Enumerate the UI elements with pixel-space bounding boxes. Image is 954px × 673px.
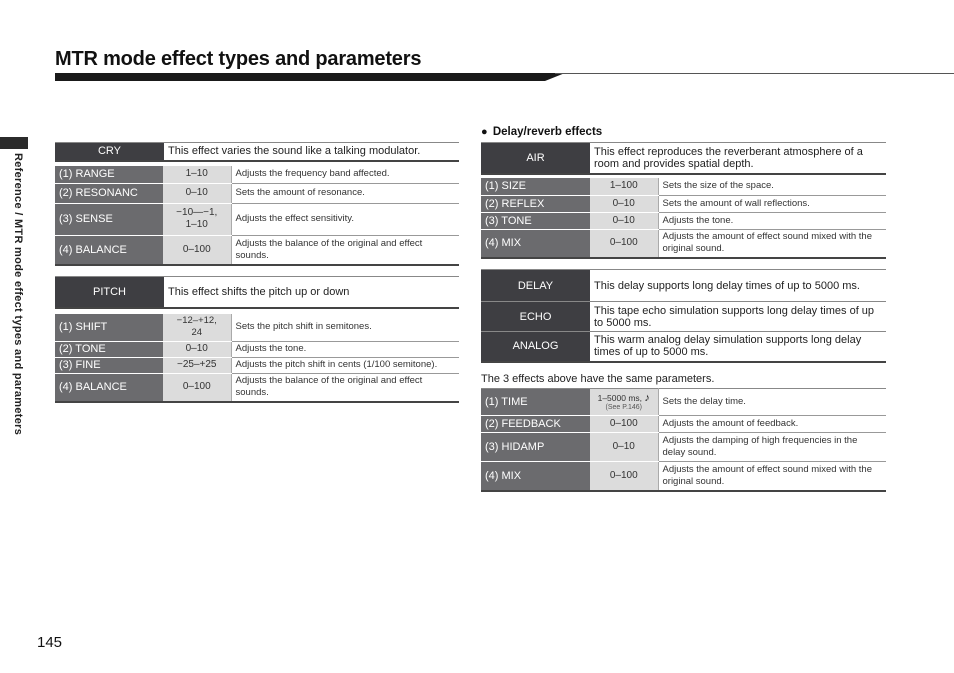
param-row <box>481 389 886 416</box>
param-description: Adjusts the amount of effect sound mixed with the original sound. <box>658 229 886 258</box>
param-description: Sets the size of the space. <box>658 178 886 195</box>
param-range: 0–100 <box>590 416 658 433</box>
param-range: 0–10 <box>163 341 231 357</box>
param-description: Adjusts the balance of the original and effect sounds. <box>231 235 459 265</box>
title-bar <box>55 73 954 81</box>
effect-description: This effect varies the sound like a talking modulator. <box>164 143 459 161</box>
param-name: (2) RESONANC <box>55 183 163 203</box>
side-tab <box>0 137 28 149</box>
effect-name: ANALOG <box>481 332 590 362</box>
param-range: 0–10 <box>590 195 658 212</box>
param-name: (1) SHIFT <box>55 314 163 341</box>
param-description: Adjusts the tone. <box>231 341 459 357</box>
param-row <box>481 462 886 491</box>
param-name: (2) REFLEX <box>481 195 590 212</box>
param-name: (4) BALANCE <box>55 373 163 402</box>
section-heading <box>481 126 602 138</box>
param-description: Sets the pitch shift in semitones. <box>231 314 459 341</box>
param-row <box>481 178 886 195</box>
param-name: (3) TONE <box>481 212 590 229</box>
effect-name: PITCH <box>55 277 164 308</box>
effect-description: This warm analog delay simulation supports long delay times of up to 5000 ms. <box>590 332 886 362</box>
delay-params-table <box>481 388 886 492</box>
param-row <box>55 183 459 203</box>
pitch-params-table <box>55 314 459 403</box>
param-range: 1–10 <box>163 166 231 183</box>
side-label: Reference / MTR mode effect types and parameters <box>12 153 24 436</box>
param-name: (1) RANGE <box>55 166 163 183</box>
param-row <box>55 357 459 373</box>
param-range: 0–100 <box>590 462 658 491</box>
param-row <box>481 433 886 462</box>
param-description: Adjusts the pitch shift in cents (1/100 semitone). <box>231 357 459 373</box>
page-number: 145 <box>37 634 63 651</box>
effect-description: This delay supports long delay times of up to 5000 ms. <box>590 270 886 302</box>
effect-name: AIR <box>481 143 590 174</box>
param-row <box>481 229 886 258</box>
param-range: 0–10 <box>590 433 658 462</box>
param-name: (3) SENSE <box>55 203 163 235</box>
range-note: (See P.146) <box>605 403 642 411</box>
effect-row <box>481 302 886 332</box>
param-row <box>55 314 459 341</box>
param-row <box>481 416 886 433</box>
air-params-table <box>481 178 886 259</box>
param-description: Adjusts the damping of high frequencies in the delay sound. <box>658 433 886 462</box>
cry-header-table <box>55 142 459 162</box>
param-row <box>55 166 459 183</box>
page-title: MTR mode effect types and parameters <box>55 48 422 70</box>
param-range: 0–10 <box>163 183 231 203</box>
cry-params-table <box>55 166 459 266</box>
param-description: Sets the delay time. <box>658 389 886 416</box>
effect-name: CRY <box>55 143 164 161</box>
effect-name: ECHO <box>481 302 590 332</box>
effect-name: DELAY <box>481 270 590 302</box>
param-range: 0–100 <box>163 373 231 402</box>
param-description: Sets the amount of wall reflections. <box>658 195 886 212</box>
section-heading-text: Delay/reverb effects <box>492 126 603 138</box>
param-name: (4) BALANCE <box>55 235 163 265</box>
effect-row <box>481 332 886 362</box>
param-name: (3) HIDAMP <box>481 433 590 462</box>
param-range: 0–100 <box>590 229 658 258</box>
param-description: Adjusts the amount of feedback. <box>658 416 886 433</box>
param-range: −10—−1, 1–10 <box>163 203 231 235</box>
effect-description: This effect shifts the pitch up or down <box>164 277 459 308</box>
param-range: 0–100 <box>163 235 231 265</box>
param-range <box>590 389 658 416</box>
param-name: (1) SIZE <box>481 178 590 195</box>
param-name: (1) TIME <box>481 389 590 416</box>
param-name: (2) TONE <box>55 341 163 357</box>
delay-effects-table <box>481 269 886 363</box>
param-description: Adjusts the amount of effect sound mixed with the original sound. <box>658 462 886 491</box>
param-row <box>55 235 459 265</box>
range-value: 1–5000 ms, <box>597 392 643 403</box>
param-range: −12–+12, 24 <box>163 314 231 341</box>
param-name: (2) FEEDBACK <box>481 416 590 433</box>
param-range: −25–+25 <box>163 357 231 373</box>
param-row <box>481 212 886 229</box>
param-name: (4) MIX <box>481 462 590 491</box>
param-description: Adjusts the balance of the original and effect sounds. <box>231 373 459 402</box>
note-icon: ♪ <box>644 391 650 404</box>
bullet-icon: ● <box>481 126 488 138</box>
shared-params-note: The 3 effects above have the same parameters. <box>481 373 715 385</box>
param-name: (3) FINE <box>55 357 163 373</box>
effect-description: This tape echo simulation supports long delay times of up to 5000 ms. <box>590 302 886 332</box>
effect-description: This effect reproduces the reverberant atmosphere of a room and provides spatial depth. <box>590 143 886 174</box>
param-range: 0–10 <box>590 212 658 229</box>
param-description: Adjusts the tone. <box>658 212 886 229</box>
param-description: Sets the amount of resonance. <box>231 183 459 203</box>
param-name: (4) MIX <box>481 229 590 258</box>
effect-row <box>481 270 886 302</box>
param-row <box>481 195 886 212</box>
param-row <box>55 341 459 357</box>
param-description: Adjusts the effect sensitivity. <box>231 203 459 235</box>
air-header-table <box>481 142 886 175</box>
param-description: Adjusts the frequency band affected. <box>231 166 459 183</box>
param-row <box>55 373 459 402</box>
param-row <box>55 203 459 235</box>
pitch-header-table <box>55 276 459 309</box>
param-range: 1–100 <box>590 178 658 195</box>
